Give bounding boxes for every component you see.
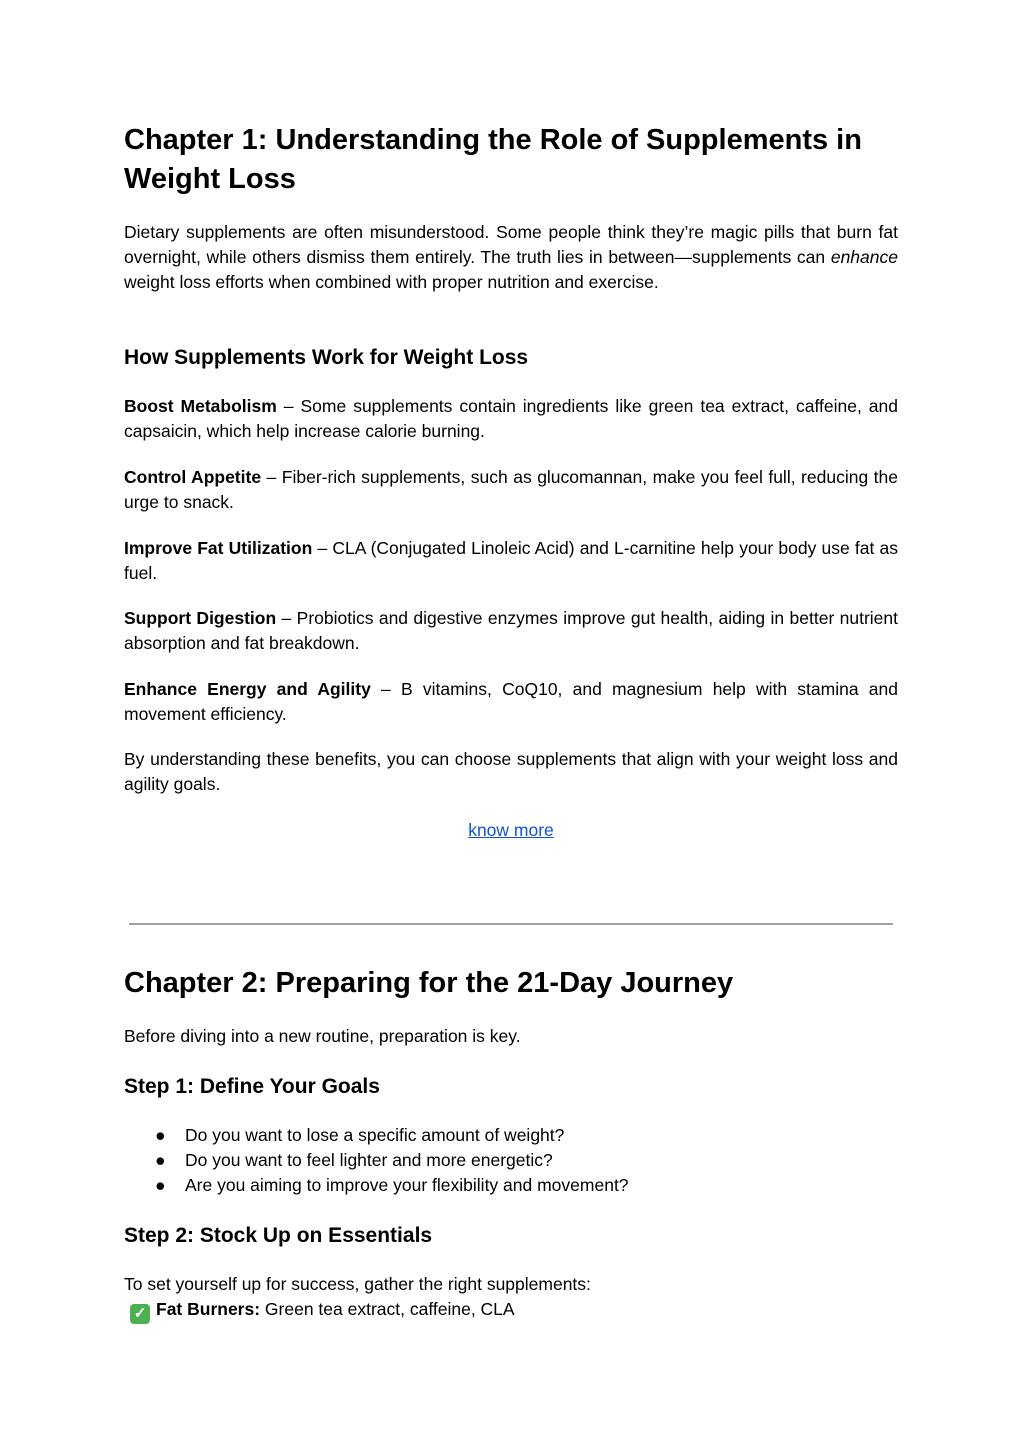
chapter-2-title: Chapter 2: Preparing for the 21-Day Journey: [124, 967, 734, 999]
intro-emphasis: enhance: [830, 247, 898, 267]
benefit-item-boost-metabolism: [124, 394, 898, 444]
goals-list: [124, 1123, 898, 1198]
step-1-heading: Step 1: Define Your Goals: [124, 1075, 380, 1098]
benefit-text: – CLA (Conjugated Linoleic Acid) and L-carnitine help your body use fat as fuel.: [124, 538, 899, 583]
section-heading-how-supplements-work: How Supplements Work for Weight Loss: [124, 346, 529, 369]
benefit-text: – Probiotics and digestive enzymes improve gut health, aiding in better nutrient absorption and fat breakdown.: [124, 608, 899, 653]
essential-term: Fat Burners:: [156, 1299, 261, 1319]
benefit-item-control-appetite: [124, 465, 898, 515]
bullet-icon: ●: [155, 1175, 166, 1195]
benefit-term: Support Digestion: [124, 608, 277, 628]
chapter-1-intro: [124, 220, 898, 295]
list-item: [124, 1173, 898, 1198]
benefit-term: Control Appetite: [124, 467, 262, 487]
benefit-item-enhance-energy: [124, 677, 898, 727]
benefit-text: – Fiber-rich supplements, such as glucomannan, make you feel full, reducing the urge to snack.: [124, 467, 899, 512]
benefit-term: Boost Metabolism: [124, 396, 277, 416]
intro-text-after: weight loss efforts when combined with proper nutrition and exercise.: [124, 272, 659, 292]
benefit-item-improve-fat-utilization: [124, 536, 898, 586]
know-more-link[interactable]: know more: [468, 820, 554, 840]
list-item: [124, 1123, 898, 1148]
check-mark-icon: ✓: [130, 1304, 150, 1324]
chapter-1-title: Chapter 1: Understanding the Role of Supplements in Weight Loss: [124, 124, 862, 195]
step-2-intro: To set yourself up for success, gather the right supplements:: [124, 1274, 591, 1294]
essential-text: Green tea extract, caffeine, CLA: [260, 1299, 515, 1319]
chapter-2-intro: Before diving into a new routine, preparation is key.: [124, 1026, 521, 1046]
know-more-container: [124, 818, 898, 843]
benefit-text: – Some supplements contain ingredients like green tea extract, caffeine, and capsaicin, which help increase calorie burning.: [124, 396, 898, 441]
benefit-term: Improve Fat Utilization: [124, 538, 313, 558]
step-2-heading: Step 2: Stock Up on Essentials: [124, 1224, 433, 1247]
list-item-text: Do you want to lose a specific amount of weight?: [185, 1125, 565, 1145]
bullet-icon: ●: [155, 1125, 166, 1145]
essential-item-fat-burners: [130, 1297, 898, 1324]
benefit-text: – B vitamins, CoQ10, and magnesium help with stamina and movement efficiency.: [124, 679, 898, 724]
list-item-text: Do you want to feel lighter and more energetic?: [185, 1150, 553, 1170]
bullet-icon: ●: [155, 1150, 166, 1170]
benefit-item-support-digestion: [124, 606, 898, 656]
intro-text-before: Dietary supplements are often misunderstood. Some people think they’re magic pills that burn fat overnight, while others dismiss them entirely. The truth lies in between—supplements can: [124, 222, 898, 267]
list-item-text: Are you aiming to improve your flexibility and movement?: [185, 1175, 629, 1195]
list-item: [124, 1148, 898, 1173]
chapter-1-closing: By understanding these benefits, you can choose supplements that align with your weight loss and agility goals.: [124, 749, 898, 794]
section-divider: [129, 923, 893, 925]
benefit-term: Enhance Energy and Agility: [124, 679, 371, 699]
